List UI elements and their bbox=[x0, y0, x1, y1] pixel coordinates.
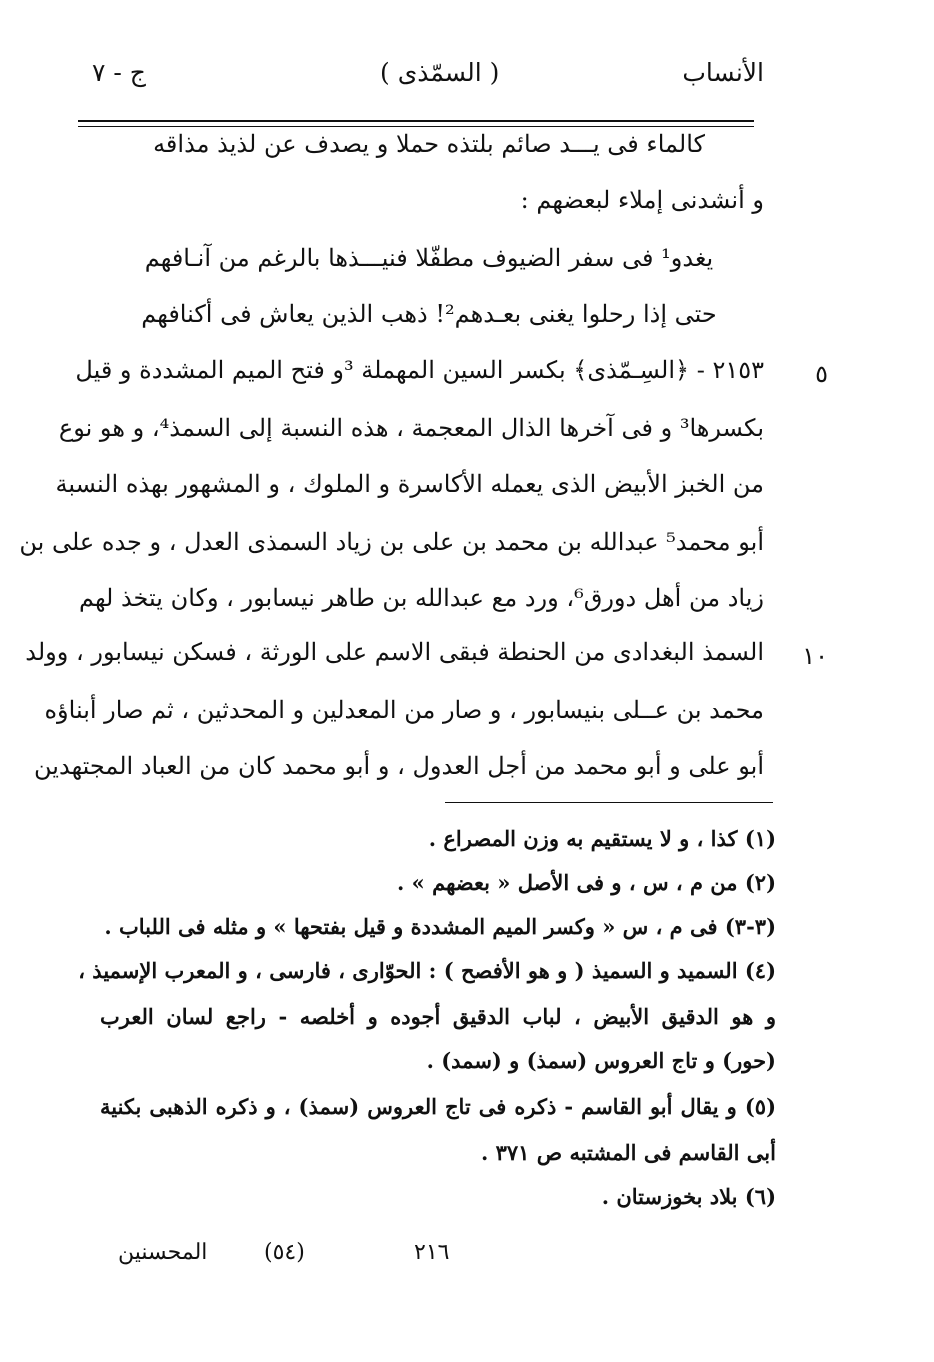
header-rule-thin bbox=[78, 126, 754, 127]
footer-printer: المحسنين bbox=[118, 1240, 208, 1265]
footnote: (٤) السميد و السميذ ( و هو الأفصح ) : الحوّارى ، فارسى ، و المعرب الإسميذ ، bbox=[78, 958, 776, 983]
footnote-continuation: و هو الدقيق الأبيض ، لباب الدقيق أجوده و أخلصه - راجع لسان العرب bbox=[100, 1004, 776, 1029]
body-line: ٢١٥٣ - ﴿السِـمّذى﴾ بكسر السين المهملة ³و فتح الميم المشددة و قيل bbox=[75, 356, 764, 384]
verse-intro-line: و أنشدنى إملاء لبعضهم : bbox=[520, 186, 764, 214]
footnote-separator bbox=[445, 802, 773, 803]
body-line: محمد بن عــلى بنيسابور ، و صار من المعدلين و المحدثين ، ثم صار أبناؤه bbox=[44, 696, 764, 724]
verse-line: يغدو¹ فى سفر الضيوف مطفّلا فنيـــذها بالرغم من آنـافهم bbox=[144, 244, 714, 272]
body-line: من الخبز الأبيض الذى يعمله الأكاسرة و الملوك ، و المشهور بهذه النسبة bbox=[55, 470, 764, 498]
margin-line-number: ٥ bbox=[815, 360, 828, 388]
footnote-continuation: أبى القاسم فى المشتبه ص ٣٧١ . bbox=[480, 1140, 776, 1165]
footnote: (٢) من م ، س ، و فى الأصل « بعضهم » . bbox=[397, 870, 776, 895]
footnote: (٦) بلاد بخوزستان . bbox=[601, 1184, 776, 1209]
footer-signature: (٥٤) bbox=[264, 1240, 305, 1265]
verse-line: حتى إذا رحلوا يغنى بعـدهم²! ذهب الذين يعاش فى أكنافهم bbox=[141, 300, 717, 328]
margin-line-number: ١٠ bbox=[802, 642, 828, 670]
footnote: (١) كذا ، و لا يستقيم به وزن المصراع . bbox=[428, 826, 776, 851]
body-line: السمذ البغدادى من الحنطة فبقى الاسم على الورثة ، فسكن نيسابور ، وولد bbox=[25, 638, 764, 666]
header-rule bbox=[78, 120, 754, 122]
body-line: أبو على و أبو محمد من أجل العدول ، و أبو محمد كان من العباد المجتهدين bbox=[34, 752, 764, 780]
verse-line: كالماء فى يـــد صائم بلتذه حملا و يصدف عن لذيذ مذاقه bbox=[153, 130, 705, 158]
body-line: زياد من أهل دورق⁶، ورد مع عبدالله بن طاهر نيسابور ، وكان يتخذ لهم bbox=[78, 584, 764, 612]
footnote-continuation: (حور) و تاج العروس (سمذ) و (سمد) . bbox=[426, 1048, 776, 1073]
header-volume: ج - ٧ bbox=[92, 58, 146, 87]
footnote: (٣-٣) فى م ، س « وكسر الميم المشددة و قيل بفتحها » و مثله فى اللباب . bbox=[104, 914, 776, 939]
header-entry-title: ( السمّذى ) bbox=[380, 58, 500, 87]
body-line: بكسرها³ و فى آخرها الذال المعجمة ، هذه النسبة إلى السمذ⁴، و هو نوع bbox=[58, 414, 764, 442]
footer-page-number: ٢١٦ bbox=[414, 1240, 450, 1265]
body-line: أبو محمد⁵ عبدالله بن محمد بن على بن زياد السمذى العدل ، و جده على بن bbox=[19, 528, 764, 556]
header-book-title: الأنساب bbox=[682, 58, 764, 87]
footnote: (٥) و يقال أبو القاسم - ذكره فى تاج العروس (سمذ) ، و ذكره الذهبى بكنية bbox=[100, 1094, 776, 1119]
